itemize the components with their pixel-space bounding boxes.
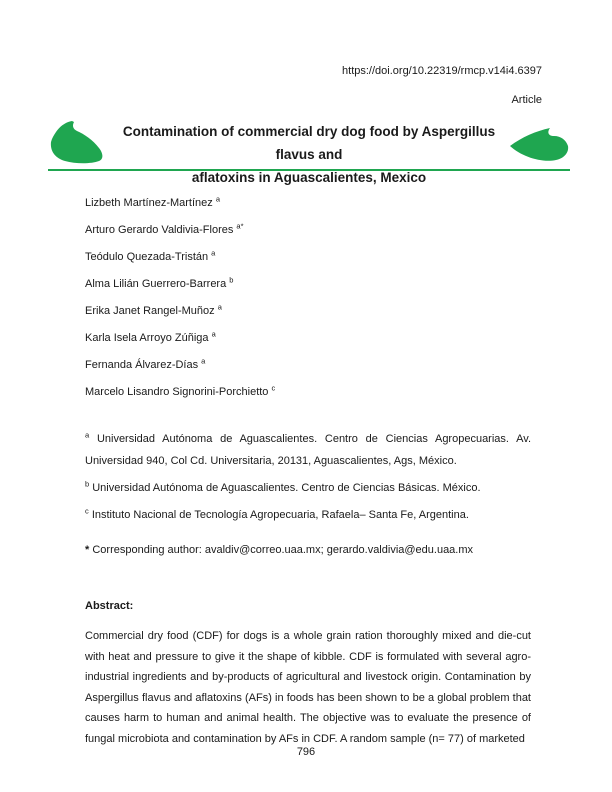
- title-divider-rule: [48, 169, 570, 171]
- author-affiliation-sup: a*: [236, 221, 244, 231]
- corresponding-author-line: [85, 542, 531, 558]
- affiliation-item: [85, 428, 531, 472]
- journal-logo-right-icon: [508, 126, 570, 164]
- author-name: Erika Janet Rangel-Muñoz: [85, 305, 215, 317]
- page-title-line2: aflatoxins in Aguascalientes, Mexico: [191, 170, 427, 185]
- author-affiliation-sup: a: [201, 356, 206, 366]
- affiliation-text: Instituto Nacional de Tecnología Agropecuaria, Rafaela– Santa Fe, Argentina.: [91, 509, 469, 521]
- author-row: [85, 196, 530, 210]
- author-list: [85, 196, 530, 412]
- author-name: Fernanda Álvarez-Días: [85, 359, 199, 371]
- abstract-paragraph: Commercial dry food (CDF) for dogs is a whole grain ration thoroughly mixed and die-cut with heat and pressure to give it the shape of kibble. CDF is formulated with several agro-industrial ingredients and by-products of agricultural and livestock origin. Contamination by Aspergillus flavus and aflatoxins (AFs) in foods has been shown to be a global problem that causes harm to human and animal health. The objective was to evaluate the presence of fungal microbiota and contamination by AFs in CDF. A random sample (n= 77) of marketed: [85, 630, 531, 745]
- author-name: Karla Isela Arroyo Zúñiga: [85, 332, 209, 344]
- corresponding-label: Corresponding author:: [92, 544, 202, 556]
- affiliation-text: Universidad Autónoma de Aguascalientes. Centro de Ciencias Básicas. México.: [92, 482, 481, 494]
- corresponding-marker: *: [85, 544, 90, 556]
- affiliation-item: [85, 477, 531, 499]
- page-title: [48, 112, 570, 189]
- corresponding-email-1[interactable]: avaldiv@correo.uaa.mx;: [204, 544, 324, 556]
- affiliation-text: Universidad Autónoma de Aguascalientes. Centro de Ciencias Agropecuarias. Av. Universidad 940, Col Cd. Universitaria, 20131, Aguascalientes, Ags, México.: [85, 433, 531, 467]
- author-row: [85, 223, 530, 237]
- affiliation-sup: a: [85, 430, 90, 440]
- page-title-line1: Contamination of commercial dry dog food by Aspergillus flavus and: [122, 124, 496, 162]
- author-row: [85, 331, 530, 345]
- article-type-label: Article: [511, 94, 542, 106]
- author-row: [85, 358, 530, 372]
- author-affiliation-sup: a: [211, 248, 216, 258]
- author-name: Teódulo Quezada-Tristán: [85, 251, 209, 263]
- affiliation-list: [85, 428, 531, 531]
- journal-logo-left-icon: [48, 120, 106, 164]
- page-number: 796: [296, 746, 316, 758]
- author-affiliation-sup: c: [271, 383, 276, 393]
- author-name: Lizbeth Martínez-Martínez: [85, 197, 213, 209]
- affiliation-item: [85, 504, 531, 526]
- author-name: Arturo Gerardo Valdivia-Flores: [85, 224, 234, 236]
- author-name: Alma Lilián Guerrero-Barrera: [85, 278, 227, 290]
- author-row: [85, 277, 530, 291]
- author-row: [85, 250, 530, 264]
- title-block: [48, 112, 570, 185]
- doi-link[interactable]: https://doi.org/10.22319/rmcp.v14i4.6397: [342, 65, 542, 77]
- abstract-heading: Abstract:: [85, 600, 134, 612]
- author-row: [85, 385, 530, 399]
- author-affiliation-sup: a: [215, 194, 221, 204]
- author-affiliation-sup: a: [211, 329, 216, 339]
- corresponding-email-2[interactable]: gerardo.valdivia@edu.uaa.mx: [326, 544, 474, 556]
- author-row: [85, 304, 530, 318]
- affiliation-sup: b: [85, 479, 90, 489]
- affiliation-sup: c: [85, 506, 89, 516]
- author-affiliation-sup: b: [229, 275, 234, 285]
- author-affiliation-sup: a: [217, 302, 222, 312]
- author-name: Marcelo Lisandro Signorini-Porchietto: [85, 386, 269, 398]
